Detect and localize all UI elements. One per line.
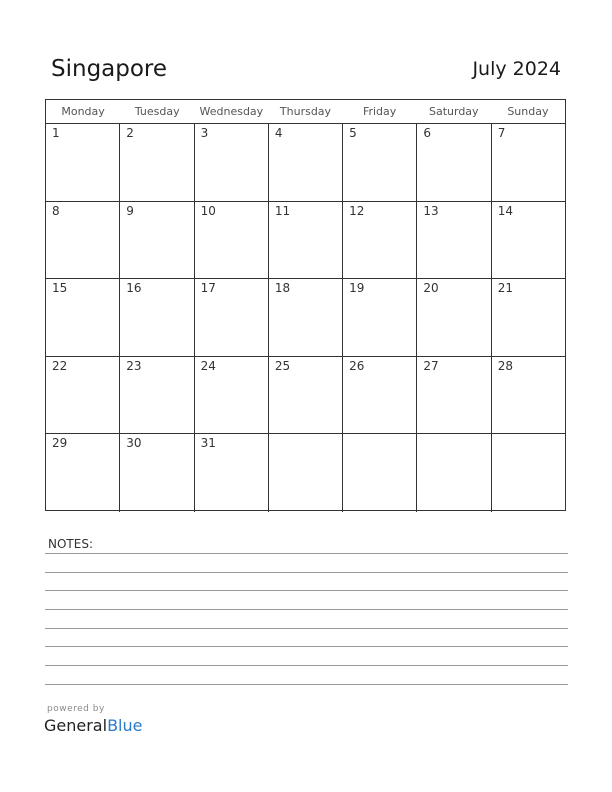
brand-blue: Blue (107, 716, 143, 735)
day-cell (195, 357, 269, 434)
page-title: Singapore (51, 56, 168, 82)
day-number: 21 (497, 281, 513, 296)
day-cell (195, 279, 269, 356)
day-cell (343, 124, 417, 201)
day-number: 14 (497, 203, 513, 218)
day-number: 5 (349, 126, 357, 140)
note-line (45, 572, 568, 573)
day-cell (195, 202, 269, 279)
day-number: 4 (274, 126, 283, 140)
notes-label: NOTES: (48, 537, 93, 551)
day-number: 23 (126, 358, 142, 373)
day-cell (46, 357, 120, 434)
day-cell (46, 279, 120, 356)
weekday-tuesday: Tuesday (134, 105, 180, 118)
day-cell (120, 124, 194, 201)
day-number: 3 (200, 126, 209, 140)
day-number: 15 (52, 281, 68, 296)
day-cell (46, 434, 120, 512)
weekday-wednesday: Wednesday (199, 105, 264, 118)
day-number: 13 (423, 203, 439, 218)
day-cell (46, 124, 120, 201)
day-cell (417, 357, 491, 434)
calendar-grid (45, 99, 566, 511)
day-number: 7 (497, 126, 506, 140)
weekday-thursday: Thursday (279, 105, 332, 118)
day-cell (195, 434, 269, 512)
day-number: 1 (52, 126, 60, 140)
day-cell (269, 357, 343, 434)
note-line (45, 609, 568, 610)
day-number: 8 (52, 203, 60, 218)
day-cell (269, 434, 343, 512)
day-number: 25 (274, 358, 291, 373)
powered-by-text: powered by (47, 704, 105, 714)
day-cell (120, 202, 194, 279)
note-line (45, 665, 568, 666)
brand-logo[interactable] (44, 716, 142, 736)
weekday-header-row (46, 100, 565, 124)
day-number: 31 (200, 436, 216, 451)
day-number: 24 (200, 358, 216, 373)
day-number: 2 (126, 126, 134, 140)
month-label: July 2024 (472, 58, 561, 80)
day-cell (492, 434, 565, 512)
day-cell (46, 202, 120, 279)
day-cell (417, 202, 491, 279)
day-cell (120, 357, 194, 434)
note-line (45, 590, 568, 591)
week-row-5 (46, 434, 565, 512)
day-cell (269, 202, 343, 279)
note-line (45, 684, 568, 685)
day-cell (120, 279, 194, 356)
day-number: 9 (126, 203, 134, 218)
day-number: 29 (52, 436, 68, 451)
day-cell (269, 279, 343, 356)
day-cell (417, 279, 491, 356)
day-number: 17 (200, 281, 216, 296)
day-cell (417, 434, 491, 512)
day-cell (417, 124, 491, 201)
day-cell (343, 357, 417, 434)
day-number: 28 (497, 358, 513, 373)
week-row-4 (46, 357, 565, 435)
day-cell (492, 357, 565, 434)
day-cell (492, 279, 565, 356)
day-number: 19 (349, 281, 365, 296)
weekday-saturday: Saturday (428, 105, 479, 118)
note-line (45, 553, 568, 554)
week-row-3 (46, 279, 565, 357)
day-number: 20 (423, 281, 439, 296)
weekday-monday: Monday (61, 105, 105, 118)
weekday-friday: Friday (362, 105, 397, 118)
weekday-sunday: Sunday (507, 105, 549, 118)
day-number: 18 (274, 281, 291, 296)
day-cell (492, 124, 565, 201)
day-number: 6 (423, 126, 432, 140)
day-number: 27 (423, 358, 439, 373)
brand-general: General (44, 716, 108, 735)
day-number: 16 (126, 281, 142, 296)
day-cell (343, 279, 417, 356)
day-number: 10 (200, 203, 216, 218)
day-number: 12 (349, 203, 365, 218)
day-cell (195, 124, 269, 201)
note-line (45, 646, 568, 647)
day-number: 11 (274, 203, 291, 218)
day-cell (269, 124, 343, 201)
week-row-2 (46, 202, 565, 280)
day-number: 22 (52, 358, 68, 373)
week-row-1 (46, 124, 565, 202)
day-cell (120, 434, 194, 512)
day-number: 26 (349, 358, 365, 373)
day-cell (343, 434, 417, 512)
day-cell (343, 202, 417, 279)
note-line (45, 628, 568, 629)
day-number: 30 (126, 436, 142, 451)
day-cell (492, 202, 565, 279)
